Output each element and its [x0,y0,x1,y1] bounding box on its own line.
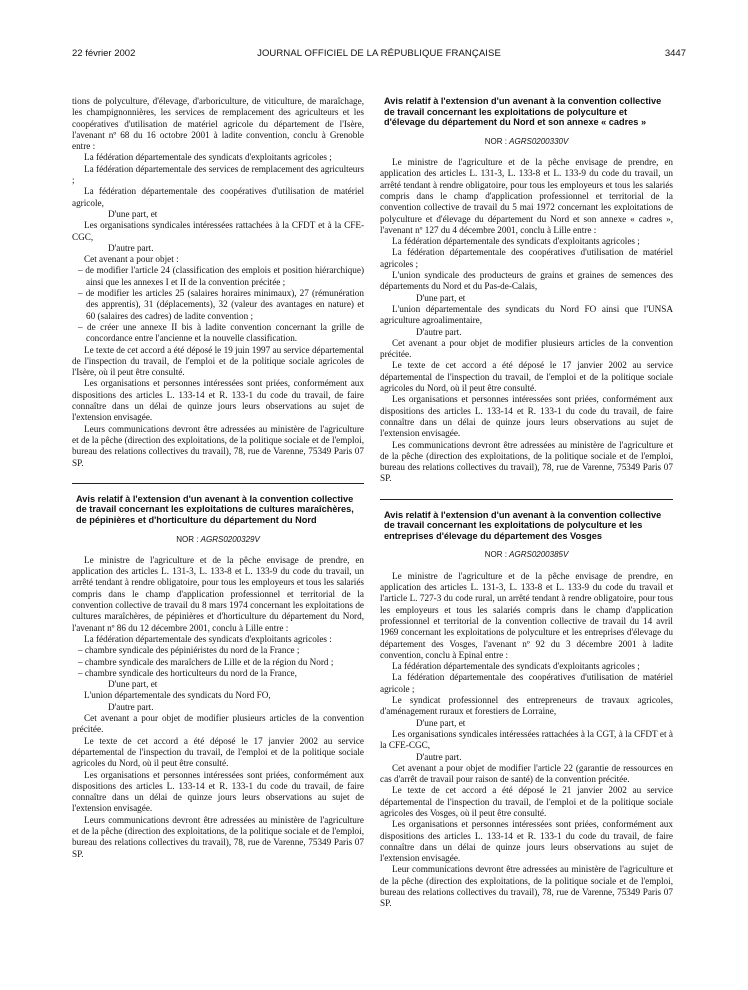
party-line: D'autre part. [108,242,154,253]
paragraph: La fédération départementale des syndicats d'exploitants agricoles ; [392,236,640,247]
paragraph: L'union syndicale des producteurs de grains et graines de semences des départements du Nord et du Pas-de-Calais, [380,270,673,292]
paragraph: Les communications devront être adressées au ministère de l'agriculture et de la pêche (direction des exploitations, de la politique sociale et de l'emploi, bureau des relations collectives du travail), 78, rue de Varenne, 75349 Paris 07 SP. [380,439,673,484]
paragraph: Le ministre de l'agriculture et de la pêche envisage de prendre, en application des articles L. 131-3, L. 133-8 et L. 133-9 du code du travail, un arrêté tendant à rendre obligatoire, pour tous les employeurs et tous les salariés compris dans le champ d'application professionnel et territorial de la convention collective de travail du 8 mars 1974 concernant les exploitations de cultures maraîchères, de pépinières et d'horticulture du département du Nord, l'avenant nº 86 du 12 décembre 2001, conclu à Lille entre : [72,554,364,633]
paragraph: Cet avenant a pour objet : [84,254,179,265]
party-line: D'une part, et [416,717,466,728]
paragraph: La fédération départementale des syndicats d'exploitants agricoles ; [392,661,640,672]
paragraph: Leurs communications devront être adressées au ministère de l'agriculture et de la pêche (direction des exploitations, de la politique sociale et de l'emploi, bureau des relations collectives du travail), 78, rue de Varenne, 75349 Paris 07 SP. [72,423,364,468]
paragraph: Les organisations syndicales intéressées rattachées à la CGT, à la CFDT et à la CFE-CGC, [380,728,673,751]
paragraph: La fédération départementale des services de remplacement des agriculteurs ; [72,163,364,186]
paragraph: Le ministre de l'agriculture et de la pêche envisage de prendre, en application des articles L. 131-3, L. 133-8 et L. 133-9 du code du travail, un arrêté tendant à rendre obligatoire, pour tous les employeurs et tous les salariés compris dans le champ d'application professionnel et territorial de la convention collective de travail du 5 mai 1972 concernant les exploitations de polyculture et d'élevage du département du Nord et son annexe « cadres », l'avenant nº 127 du 4 décembre 2001, conclu à Lille entre : [380,157,673,235]
paragraph: Les organisations et personnes intéressées sont priées, conformément aux dispositions des articles L. 133-14 et R. 133-1 du code du travail, de faire connaître dans un délai de quinze jours leurs observations au sujet de l'extension envisagée. [72,378,364,423]
section-divider [380,499,673,500]
paragraph: La fédération départementale des syndicats d'exploitants agricoles ; [84,152,332,163]
party-line: D'autre part. [416,751,462,762]
paragraph: Le texte de cet accord a été déposé le 21 janvier 2002 au service départemental de l'inspection du travail, de l'emploi et de la politique sociale agricoles des Vosges, où il peut être consulté. [380,785,673,818]
paragraph: L'union départementale des syndicats du Nord FO ainsi que l'UNSA agriculture agroalimentaire, [380,303,673,326]
section-divider [72,483,364,484]
nor-reference: NOR : AGRS0200329V [176,534,260,544]
party-line: D'autre part. [108,701,154,712]
page-header [72,46,686,62]
paragraph: Les organisations et personnes intéressées sont priées, conformément aux dispositions des articles L. 133-14 et R. 133-1 du code du travail, de faire connaître dans un délai de quinze jours leurs observations au sujet de l'extension envisagée. [380,819,673,864]
paragraph: Le texte de cet accord a été déposé le 19 juin 1997 au service départemental de l'inspection du travail, de l'emploi et de la politique sociale agricoles de l'Isère, où il peut être consulté. [72,344,364,378]
paragraph: Cet avenant a pour objet de modifier plusieurs articles de la convention précitée. [72,713,364,735]
dash-item: – de modifier l'article 24 (classification des emplois et position hiérarchique) ainsi que les annexes I et II de la convention précitée ; [78,265,364,287]
party-line: D'une part, et [416,292,466,303]
dash-item: – de modifier les articles 25 (salaires horaires minimaux), 27 (rémunération des apprentis), 31 (déplacements), 32 (valeur des avantages en nature) et 60 (salaires des cadres) de ladite convention ; [78,288,364,321]
paragraph: La fédération départementale des coopératives d'utilisation de matériel agricole ; [380,672,673,694]
paragraph: Cet avenant a pour objet de modifier l'article 22 (garantie de ressources en cas d'arrêt de travail pour raison de santé) de la convention précitée. [380,762,673,785]
dash-item: – chambre syndicale des maraîchers de Lille et de la région du Nord ; [78,656,334,667]
party-line: D'une part, et [108,679,158,690]
left-column [72,96,364,860]
paragraph: Les organisations et personnes intéressées sont priées, conformément aux dispositions des articles L. 133-14 et R. 133-1 du code du travail, de faire connaître dans un délai de quinze jours leurs observations au sujet de l'extension envisagée. [380,394,673,439]
paragraph: Le texte de cet accord a été déposé le 17 janvier 2002 au service départemental de l'inspection du travail, de l'emploi et de la politique sociale agricoles du Nord, où il peut être consulté. [380,360,673,394]
party-line: D'une part, et [108,208,158,219]
section-title: Avis relatif à l'extension d'un avenant à la convention collective de travail concernant les exploitations de polyculture et les entreprises d'élevage du département des Vosges [384,509,662,541]
paragraph: La fédération départementale des coopératives d'utilisation de matériel agricoles ; [380,247,673,269]
section-title: Avis relatif à l'extension d'un avenant à la convention collective de travail concernant les exploitations de cultures maraîchères, de pépinières et d'horticulture du département du Nord [76,493,354,525]
journal-title: JOURNAL OFFICIEL DE LA RÉPUBLIQUE FRANÇAISE [257,48,501,59]
paragraph: Les organisations et personnes intéressées sont priées, conformément aux dispositions des articles L. 133-14 et R. 133-1 du code du travail, de faire connaître dans un délai de quinze jours leurs observations au sujet de l'extension envisagée. [72,769,364,814]
paragraph: La fédération départementale des coopératives d'utilisation de matériel agricole, [72,186,364,208]
nor-reference: NOR : AGRS0200385V [484,550,569,560]
party-line: D'autre part. [416,326,462,337]
header-date: 22 février 2002 [72,48,136,59]
paragraph: Cet avenant a pour objet de modifier plusieurs articles de la convention précitée. [380,337,673,360]
paragraph: Le ministre de l'agriculture et de la pêche envisage de prendre, en application des articles L. 131-3, L. 133-8 et L. 133-9 du code du travail et l'article L. 727-3 du code rural, un arrêté tendant à rendre obligatoire, pour tous les employeurs et tous les salariés compris dans le champ d'application professionnel et territorial de la convention collective de travail du 14 avril 1969 concernant les exploitations de polyculture et les entreprises d'élevage du département des Vosges, l'avenant nº 92 du 3 décembre 2001 à ladite convention, conclu à Epinal entre : [380,570,673,660]
right-column [380,96,673,910]
paragraph: Le texte de cet accord a été déposé le 17 janvier 2002 au service départemental de l'inspection du travail, de l'emploi et de la politique sociale agricoles du Nord, où il peut être consulté. [72,735,364,769]
paragraph: tions de polyculture, d'élevage, d'arboriculture, de viticulture, de maraîchage, les champignonnières, les services de remplacement des agriculteurs et les coopératives d'utilisation de matériel agricole du département de l'Isère, l'avenant nº 68 du 16 octobre 2001 à ladite convention, conclu à Grenoble entre : [72,96,364,152]
dash-item: – de créer une annexe II bis à ladite convention concernant la grille de concordance entre l'ancienne et la nouvelle classification. [78,321,364,344]
paragraph: L'union départementale des syndicats du Nord FO, [84,690,271,701]
dash-item: – chambre syndicale des pépiniéristes du nord de la France ; [78,645,300,656]
section-title: Avis relatif à l'extension d'un avenant à la convention collective de travail concernant les exploitations de polyculture et d'élevage du département du Nord et son annexe « cadres » [384,96,662,128]
dash-item: – chambre syndicale des horticulteurs du nord de la France, [78,667,297,678]
nor-reference: NOR : AGRS0200330V [484,136,569,146]
paragraph: Le syndicat professionnel des entrepreneurs de travaux agricoles, d'aménagement ruraux et forestiers de Lorraine, [380,695,673,717]
page-number: 3447 [664,48,686,59]
paragraph: Leurs communications devront être adressées au ministère de l'agriculture et de la pêche (direction des exploitations, de la politique sociale et de l'emploi, bureau des relations collectives du travail), 78, rue de Varenne, 75349 Paris 07 SP. [72,814,364,859]
paragraph: La fédération départementale des syndicats d'exploitants agricoles : [84,633,332,644]
paragraph: Les organisations syndicales intéressées rattachées à la CFDT et à la CFE-CGC, [72,220,364,242]
paragraph: Leur communications devront être adressées au ministère de l'agriculture et de la pêche (direction des exploitations, de la politique sociale et de l'emploi, bureau des relations collectives du travail), 78, rue de Varenne, 75349 Paris 07 SP. [380,864,673,909]
